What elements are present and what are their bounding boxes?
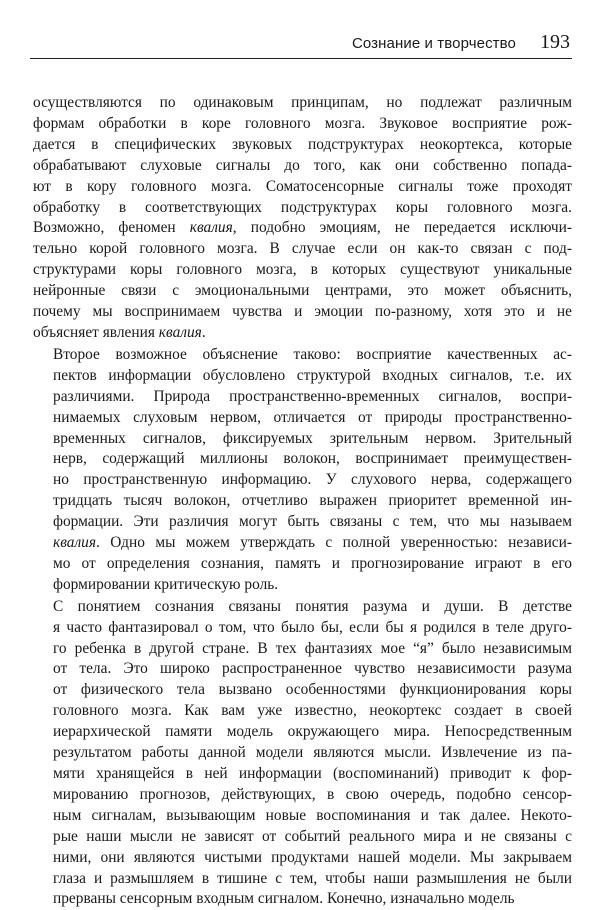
text-segment: пектов информации обусловлено структурой входных сигналов, т.е. их — [53, 366, 572, 384]
text-line — [33, 93, 572, 114]
text-line — [33, 156, 572, 177]
text-line — [33, 743, 572, 764]
text-line — [33, 387, 572, 408]
italic-term: квалия — [53, 534, 97, 552]
text-segment: нимаемых слуховым нервом, отличается от природы пространственно- — [53, 408, 572, 426]
text-line — [33, 597, 572, 618]
text-segment: тельно корой головного мозга. В случае если он как-то связан с под- — [33, 240, 572, 258]
text-line — [33, 722, 572, 743]
text-segment: мо от определения сознания, память и прогнозирование играют в его — [53, 554, 572, 572]
text-segment: мированию прогнозов, действующих, в свою очередь, подобно сенсор- — [53, 785, 572, 803]
text-segment: . — [201, 323, 206, 341]
text-segment: различиями. Природа пространственно-временных сигналов, воспри- — [53, 387, 572, 405]
text-line — [33, 366, 572, 387]
text-segment: осуществляются по одинаковым принципам, но подлежат различным — [33, 94, 572, 111]
text-segment: почему мы воспринимаем чувства и эмоции по-разному, хотя это и не — [33, 303, 572, 321]
text-line — [33, 345, 572, 366]
text-line — [33, 114, 572, 135]
text-segment: головного мозга. Как вам уже известно, неокортекс создает в своей — [53, 702, 572, 720]
text-segment: дается в специфических звуковых подструктурах неокортекса, которые — [33, 135, 572, 153]
text-line — [33, 449, 572, 470]
text-segment: тридцать тысяч волокон, отчетливо выражен приоритет временной ин- — [53, 492, 572, 510]
text-segment: Второе возможное объяснение таково: восприятие качественных ас- — [53, 345, 572, 363]
text-segment: обрабатывают слуховые сигналы до того, как они собственно попада- — [33, 156, 572, 174]
text-segment: , подобно эмоциям, не передается исключи- — [232, 219, 572, 237]
italic-term: квалия — [158, 323, 202, 341]
text-line — [33, 302, 572, 323]
text-segment: но пространственную информацию. У слухового нерва, содержащего — [53, 471, 572, 489]
text-segment: . Одно мы можем утверждать с полной уверенностью: независи- — [96, 534, 572, 552]
text-segment: я часто фантазировал о том, что было бы, если бы я родился в теле друго- — [53, 618, 572, 636]
text-line — [33, 491, 572, 512]
text-line — [33, 639, 572, 660]
text-line — [33, 135, 572, 156]
paragraph-3 — [33, 597, 572, 910]
text-segment: иерархической памяти модель окружающего мира. Непосредственным — [53, 723, 572, 741]
text-line — [33, 806, 572, 827]
text-segment: формам обработки в коре головного мозга. Звуковое восприятие рож- — [33, 114, 572, 132]
text-line — [33, 554, 572, 575]
text-segment: Возможно, феномен — [33, 219, 190, 237]
text-line — [33, 408, 572, 429]
text-segment: временных сигналов, фиксируемых зрительным нервом. Зрительный — [53, 429, 572, 447]
text-segment: формации. Эти различия могут быть связаны с тем, что мы называем — [53, 513, 572, 531]
text-line — [33, 659, 572, 680]
text-segment: глаза и размышляем в тишине с тем, чтобы наши размышления не были — [53, 869, 572, 887]
text-segment: нерв, содержащий миллионы волокон, воспринимает преимуществен- — [53, 450, 572, 468]
text-segment: ними, они являются чистыми продуктами нашей модели. Мы закрываем — [53, 848, 572, 866]
text-line — [33, 239, 572, 260]
text-segment: рые наши мысли не зависят от событий реального мира и не связаны с — [53, 827, 572, 845]
text-line — [33, 198, 572, 219]
text-line — [33, 512, 572, 533]
text-segment: формировании критическую роль. — [53, 575, 279, 593]
text-line — [33, 177, 572, 198]
text-segment: прерваны сенсорным входным сигналом. Конечно, изначально модель — [53, 890, 515, 908]
text-segment: структурами коры головного мозга, в которых существуют уникальные — [33, 261, 572, 279]
text-line — [33, 470, 572, 491]
text-segment: мяти хранящейся в ней информации (воспоминаний) приводит к фор- — [53, 765, 572, 782]
body-text — [33, 93, 572, 910]
text-segment: обработку в соответствующих подструктурах коры головного мозга. — [33, 198, 572, 216]
page-number: 193 — [540, 31, 570, 53]
text-line — [33, 533, 572, 554]
italic-term: квалия — [189, 219, 233, 237]
text-line — [33, 848, 572, 869]
text-line — [33, 889, 572, 910]
text-segment: С понятием сознания связаны понятия разума и души. В детстве — [53, 597, 572, 615]
text-line — [33, 281, 572, 302]
text-segment: ным сигналам, вызывающим новые воспоминания и так далее. Некото- — [53, 806, 572, 824]
text-line — [33, 827, 572, 848]
paragraph-2 — [33, 345, 572, 596]
page-header — [30, 28, 572, 59]
text-segment: результатом работы данной модели являются мысли. Извлечение из па- — [53, 744, 572, 762]
text-segment: го ребенка в другой стране. В тех фантазиях мое “я” было независимым — [53, 639, 572, 657]
paragraph-1 — [33, 93, 572, 344]
text-line — [33, 701, 572, 722]
text-segment: ют в кору головного мозга. Соматосенсорные сигналы тоже проходят — [33, 177, 572, 195]
text-segment: объясняет явления — [33, 323, 159, 341]
text-line — [33, 575, 572, 596]
text-line — [33, 323, 572, 344]
text-line — [33, 764, 572, 785]
text-line — [33, 869, 572, 890]
text-line — [33, 218, 572, 239]
text-line — [33, 260, 572, 281]
running-title: Сознание и творчество — [351, 35, 516, 52]
text-line — [33, 429, 572, 450]
text-segment: от тела. Это широко распространенное чувство независимости разума — [53, 660, 572, 678]
text-segment: от физического тела вызвано особенностями функционирования коры — [53, 681, 572, 699]
text-line — [33, 785, 572, 806]
text-segment: нейронные связи с эмоциональными центрами, это может объяснить, — [33, 282, 572, 300]
text-line — [33, 618, 572, 639]
text-line — [33, 680, 572, 701]
